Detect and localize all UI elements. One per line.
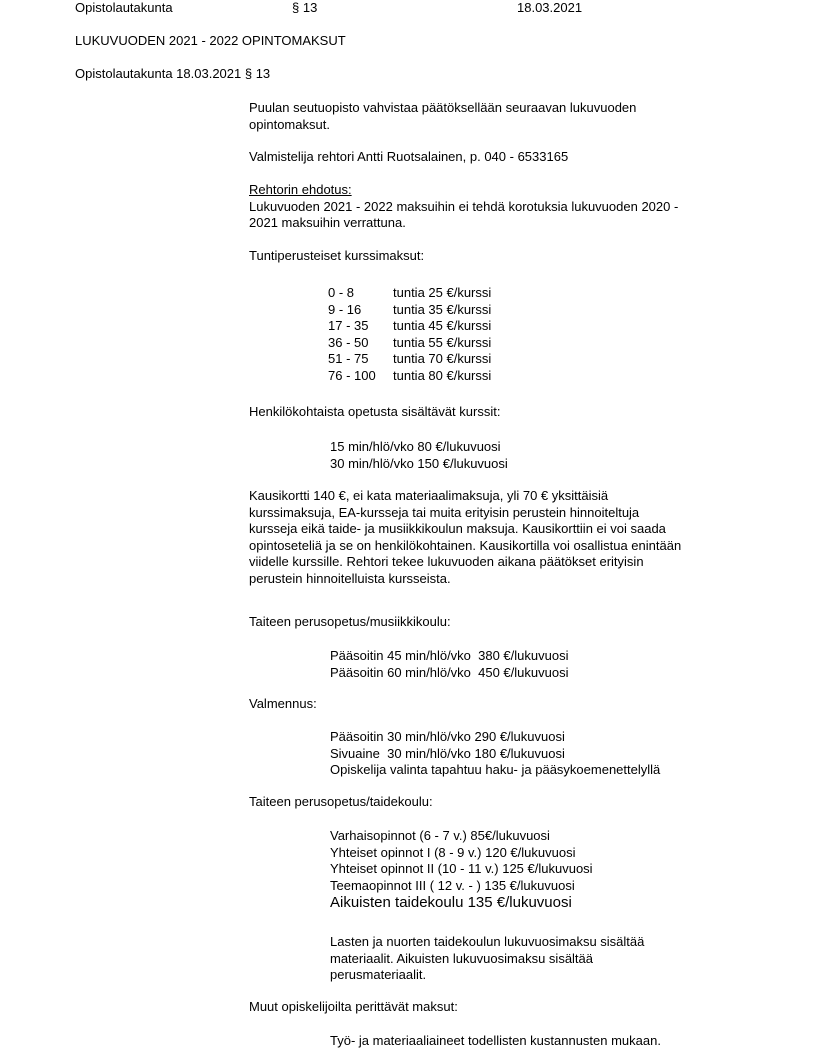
other-fee-row: Työ- ja materiaaliaineet todellisten kustannusten mukaan. xyxy=(330,1033,661,1048)
fee-amount: tuntia 70 €/kurssi xyxy=(393,351,492,366)
season-card-line: opintoseteliä ja se on henkilökohtainen. Kausikortilla voi osallistua enintään xyxy=(249,537,682,553)
fee-range: 17 - 35 xyxy=(328,318,369,333)
fee-range: 51 - 75 xyxy=(328,351,369,366)
fee-range: 36 - 50 xyxy=(328,334,369,350)
personal-fee-row: 15 min/hlö/vko 80 €/lukuvuosi xyxy=(330,439,501,454)
art-fee-row: Varhaisopinnot (6 - 7 v.) 85€/lukuvuosi xyxy=(330,828,550,843)
section-heading-personal-courses: Henkilökohtaista opetusta sisältävät kurssit: xyxy=(249,404,501,419)
personal-fee-row: 30 min/hlö/vko 150 €/lukuvuosi xyxy=(330,455,508,471)
art-note-line: perusmateriaalit. xyxy=(330,967,427,982)
fee-amount: tuntia 45 €/kurssi xyxy=(393,318,492,333)
fee-amount: tuntia 55 €/kurssi xyxy=(393,334,492,350)
header-date: 18.03.2021 xyxy=(517,0,583,15)
coaching-row: Opiskelija valinta tapahtuu haku- ja pääsykoemenettelyllä xyxy=(330,762,661,777)
music-fee-row: Pääsoitin 60 min/hlö/vko 450 €/lukuvuosi xyxy=(330,664,569,680)
section-heading-coaching: Valmennus: xyxy=(249,696,317,711)
hourly-fee-row xyxy=(328,351,491,368)
art-note-line: Lasten ja nuorten taidekoulun lukuvuosimaksu sisältää xyxy=(330,934,645,949)
proposal-heading: Rehtorin ehdotus: xyxy=(249,182,352,197)
proposal-line: 2021 maksuihin verrattuna. xyxy=(249,215,406,230)
intro-line: Puulan seutuopisto vahvistaa päätöksellään seuraavan lukuvuoden xyxy=(249,100,637,115)
intro-paragraph xyxy=(249,100,636,133)
art-note-paragraph xyxy=(330,934,644,984)
hourly-fee-row xyxy=(328,302,491,319)
art-fee-row: Yhteiset opinnot I (8 - 9 v.) 120 €/lukuvuosi xyxy=(330,844,576,860)
art-note-line: materiaalit. Aikuisten lukuvuosimaksu sisältää xyxy=(330,950,594,966)
fee-range: 0 - 8 xyxy=(328,285,355,300)
coaching-row: Pääsoitin 30 min/hlö/vko 290 €/lukuvuosi xyxy=(330,729,565,744)
season-card-line: kurssimaksuja, EA-kursseja tai muita erityisin perustein hinnoiteltuja xyxy=(249,504,640,520)
fee-amount: tuntia 80 €/kurssi xyxy=(393,367,492,383)
section-heading-music-school: Taiteen perusopetus/musiikkikoulu: xyxy=(249,614,451,629)
fee-range: 76 - 100 xyxy=(328,367,376,383)
season-card-paragraph xyxy=(249,488,681,587)
adult-art-school-row: Aikuisten taidekoulu 135 €/lukuvuosi xyxy=(330,894,572,911)
proposal-line: Lukuvuoden 2021 - 2022 maksuihin ei tehdä korotuksia lukuvuoden 2020 - xyxy=(249,198,679,214)
coaching-row: Sivuaine 30 min/hlö/vko 180 €/lukuvuosi xyxy=(330,745,565,761)
fee-amount: tuntia 25 €/kurssi xyxy=(393,285,492,300)
header-section-mark: § 13 xyxy=(292,0,318,15)
season-card-line: kursseja eikä taide- ja musiikkikoulun maksuja. Kausikorttiin ei voi saada xyxy=(249,521,666,536)
proposal-paragraph xyxy=(249,182,678,232)
music-fee-list xyxy=(330,648,568,681)
hourly-fee-row xyxy=(328,368,491,385)
hourly-fee-list xyxy=(328,285,491,384)
section-heading-other-fees: Muut opiskelijoilta perittävät maksut: xyxy=(249,999,458,1014)
document-title: LUKUVUODEN 2021 - 2022 OPINTOMAKSUT xyxy=(75,33,346,48)
art-fee-list xyxy=(330,828,593,912)
header-committee: Opistolautakunta xyxy=(75,0,173,15)
hourly-fee-row xyxy=(328,335,491,352)
intro-line: opintomaksut. xyxy=(249,116,330,132)
art-fee-row: Yhteiset opinnot II (10 - 11 v.) 125 €/lukuvuosi xyxy=(330,861,593,876)
personal-fee-list xyxy=(330,439,508,472)
season-card-line: Kausikortti 140 €, ei kata materiaalimaksuja, yli 70 € yksittäisiä xyxy=(249,488,609,503)
season-card-line: viidelle kurssille. Rehtori tekee lukuvuoden aikana päätökset erityisin xyxy=(249,554,644,569)
section-heading-hourly-fees: Tuntiperusteiset kurssimaksut: xyxy=(249,248,425,263)
art-fee-row: Teemaopinnot III ( 12 v. - ) 135 €/lukuvuosi xyxy=(330,877,575,893)
fee-amount: tuntia 35 €/kurssi xyxy=(393,301,492,317)
preparer-line: Valmistelija rehtori Antti Ruotsalainen, p. 040 - 6533165 xyxy=(249,149,569,164)
music-fee-row: Pääsoitin 45 min/hlö/vko 380 €/lukuvuosi xyxy=(330,648,569,663)
hourly-fee-row xyxy=(328,318,491,335)
section-heading-art-school: Taiteen perusopetus/taidekoulu: xyxy=(249,794,433,809)
document-subtitle: Opistolautakunta 18.03.2021 § 13 xyxy=(75,66,271,81)
season-card-line: perustein hinnoitelluista kursseista. xyxy=(249,570,451,586)
coaching-list xyxy=(330,729,660,779)
hourly-fee-row xyxy=(328,285,491,302)
fee-range: 9 - 16 xyxy=(328,301,362,317)
